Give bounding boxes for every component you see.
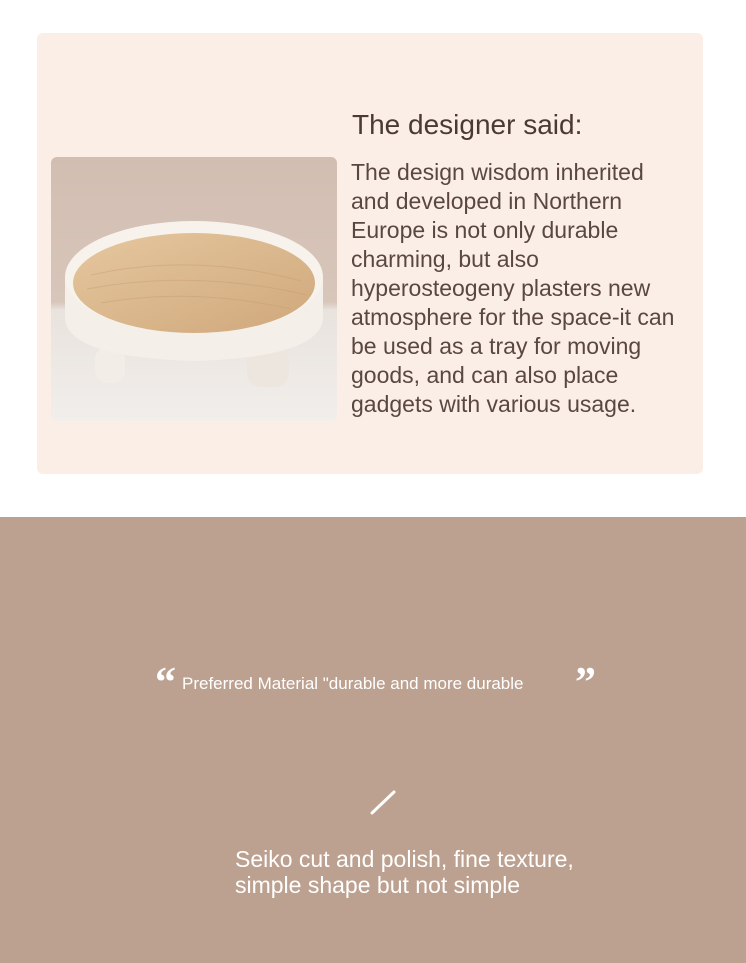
open-quote-icon: “ (155, 660, 176, 706)
material-quote (0, 660, 746, 706)
description-line: and developed in Northern (351, 188, 623, 214)
material-section (0, 517, 746, 963)
description-line: The design wisdom inherited (351, 159, 644, 185)
description-line: hyperosteogeny plasters new (351, 275, 651, 301)
description-line: goods, and can also place (351, 362, 619, 388)
designer-card (37, 33, 703, 474)
round-tray-image (51, 157, 337, 421)
product-photo (51, 157, 337, 421)
material-description (235, 846, 695, 898)
quote-text: Preferred Material "durable and more durable (182, 674, 524, 693)
description-line: Europe is not only durable (351, 217, 619, 243)
description-line: atmosphere for the space-it can (351, 304, 675, 330)
material-line: Seiko cut and polish, fine texture, (235, 846, 574, 872)
description-line: gadgets with various usage. (351, 391, 637, 417)
designer-heading: The designer said: (352, 109, 583, 140)
designer-description (351, 158, 711, 419)
description-line: be used as a tray for moving (351, 333, 642, 359)
description-line: charming, but also (351, 246, 539, 272)
slash-divider-icon (366, 789, 396, 819)
close-quote-icon: ” (575, 660, 596, 706)
material-line: simple shape but not simple (235, 872, 521, 898)
